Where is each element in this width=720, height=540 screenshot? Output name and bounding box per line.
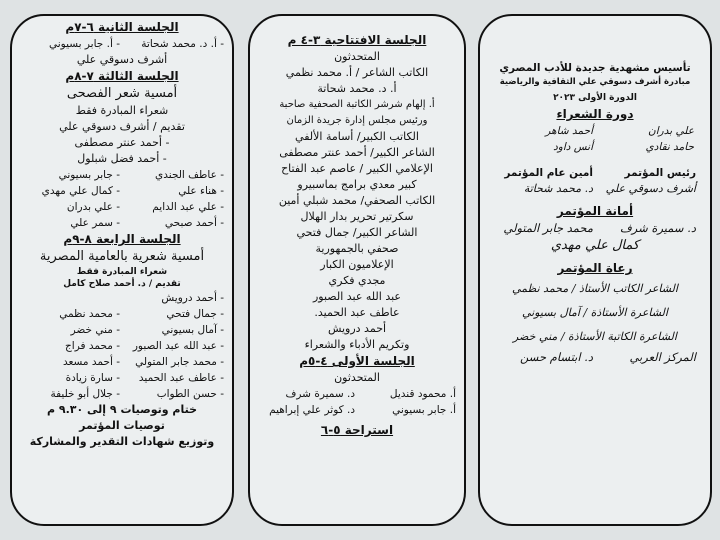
patron-name: الشاعرة الأستاذة / آمال بسيوني: [522, 306, 668, 319]
s3-poet: - كمال علي مهدي: [41, 185, 120, 197]
session4-title: الجلسة الرابعة ٨-٩م: [63, 232, 181, 246]
speaker-line: ورئيس مجلس إدارة جريدة الزمان: [286, 115, 428, 126]
speaker-line: الشاعر الكبير/ جمال فتحي: [296, 226, 418, 239]
s3-poet: - أحمد صبحي: [164, 217, 224, 229]
s4-poet: - جلال أبو خليفة: [50, 388, 120, 400]
s4-poet: - جمال فتحي: [166, 308, 224, 320]
conference-title: تأسيس مشهدية جديدة للأدب المصري: [499, 62, 691, 74]
poet-name: أحمد شاهر: [545, 125, 593, 137]
s4-subtitle: أمسية شعرية بالعامية المصرية: [39, 249, 205, 264]
program-panel-middle: [248, 14, 466, 526]
poet-name: أنس داود: [553, 141, 593, 153]
s4-poet: [20, 290, 120, 306]
speaker-line: الشاعر الكبير/ أحمد عنتر مصطفى: [279, 146, 435, 159]
poets-heading: دورة الشعراء: [556, 107, 634, 121]
break-label: استراحة ٥-٦: [320, 423, 394, 437]
s1-speaker: أ. جابر بسيوني: [392, 404, 456, 416]
s4-poet: - مني خضر: [70, 324, 120, 336]
s4-note: شعراء المبادرة فقط: [76, 267, 168, 277]
s3-poet: - عاطف الجندي: [155, 169, 224, 181]
speaker-line: كبير معدي برامج بماسبيرو: [297, 178, 417, 191]
s3-host: تقديم / أشرف دسوقي علي: [59, 120, 185, 133]
speaker-line: مجدي فكري: [328, 274, 386, 287]
board-member: محمد جابر المتولي: [503, 221, 593, 235]
s3-subtitle: أمسية شعر الفصحى: [66, 86, 178, 101]
poet-name: علي بدران: [648, 125, 694, 137]
s4-poet: - أحمد مسعد: [62, 356, 120, 368]
secretary-heading: أمين عام المؤتمر: [504, 167, 593, 179]
s4-poet: - محمد فراج: [65, 340, 120, 352]
s3-poet: - علي بدران: [66, 201, 120, 213]
board-member: د. سميرة شرف: [619, 221, 696, 235]
session2-title: الجلسة الثانية ٦-٧م: [65, 20, 179, 34]
s4-host: تقديم / د. أحمد صلاح كامل: [63, 279, 181, 289]
s2-speaker-2: - أ. جابر بسيوني: [48, 38, 120, 50]
speaker-line: الكاتب الكبير/ أسامة الألفي: [295, 130, 419, 143]
patron-name: الشاعر الكاتب الأستاذ / محمد نظمي: [512, 282, 678, 295]
s3-note: شعراء المبادرة فقط: [75, 104, 169, 117]
session-edition: الدورة الأولى ٢٠٢٣: [553, 93, 637, 103]
s4-poet: - آمال بسيوني: [161, 324, 224, 336]
speaker-line: عاطف عبد الحميد.: [314, 306, 400, 319]
speakers-label: المتحدثون: [334, 50, 380, 63]
board-heading: أمانة المؤتمر: [556, 204, 634, 218]
poet-name: حامد نقادي: [645, 141, 694, 153]
patron-name: د. ابتسام حسن: [520, 350, 593, 364]
speaker-line: وتكريم الأدباء والشعراء: [304, 338, 410, 351]
board-member: كمال علي مهدي: [550, 238, 640, 253]
closing-line: ختام وتوصيات ٩ إلى ٩.٣٠ م: [46, 403, 198, 416]
closing-line: توصيات المؤتمر: [79, 419, 165, 432]
conference-subtitle: مبادرة أشرف دسوقي علي الثقافية والرياضية: [499, 77, 691, 87]
speaker-line: أ. د. محمد شحاتة: [317, 82, 397, 95]
closing-line: وتوزيع شهادات التقدير والمشاركة: [29, 435, 215, 448]
s1-speaker: د. كوثر علي إبراهيم: [269, 404, 355, 416]
s2-speaker-1: - أ. د. محمد شحاتة: [141, 38, 224, 50]
s4-poet: - عاطف عبد الحميد: [138, 372, 224, 384]
secretary-name: د. محمد شحاتة: [523, 182, 593, 195]
s4-poet: - محمد جابر المتولي: [135, 356, 224, 368]
speaker-line: الكاتب الصحفي/ محمد شبلي أمين: [278, 194, 436, 207]
program-panel-left: [10, 14, 234, 526]
speaker-line: صحفي بالجمهورية: [315, 242, 399, 255]
s4-poet: - حسن الطواب: [156, 388, 224, 400]
speaker-line: أ. إلهام شرشر الكاتبة الصحفية صاحبة: [279, 99, 435, 110]
president-heading: رئيس المؤتمر: [624, 167, 696, 179]
president-name: أشرف دسوقي علي: [605, 182, 696, 195]
s3-poet: - أحمد فضل شبلول: [77, 152, 167, 165]
s1-speaker: د. سميرة شرف: [285, 388, 355, 400]
s2-speaker-3: أشرف دسوقي علي: [76, 53, 168, 66]
s4-poet: - عبد الله عبد الصبور: [132, 340, 224, 352]
speaker-line: الكاتب الشاعر / أ. محمد نظمي: [285, 66, 429, 79]
speaker-line: الإعلاميون الكبار: [320, 258, 394, 271]
s3-poet: - أحمد عنتر مصطفى: [74, 136, 170, 149]
speaker-line: أحمد درويش: [327, 322, 387, 335]
program-panel-right: [478, 14, 712, 526]
s3-poet: - هناء علي: [178, 185, 224, 197]
session3-title: الجلسة الثالثة ٧-٨م: [65, 69, 179, 83]
s4-poet: - أحمد درويش: [161, 292, 224, 304]
opening-session-title: الجلسة الافتتاحية ٣-٤ م: [287, 33, 427, 47]
patron-name: الشاعرة الكاتبة الأستاذة / مني خضر: [513, 330, 677, 343]
speaker-line: عبد الله عبد الصبور: [312, 290, 401, 303]
s1-speaker: أ. محمود قنديل: [389, 388, 456, 400]
speaker-line: الإعلامي الكبير / عاصم عبد الفتاح: [281, 162, 433, 175]
s3-poet: - جابر بسيوني: [58, 169, 120, 181]
patron-name: المركز العربي: [629, 350, 696, 364]
patrons-heading: رعاة المؤتمر: [557, 261, 633, 275]
s3-poet: - سمر علي: [70, 217, 120, 229]
first-session-title: الجلسة الأولى ٤-٥م: [299, 354, 415, 368]
s4-poet: - سارة زيادة: [65, 372, 120, 384]
s3-poet: - علي عبد الدايم: [152, 201, 224, 213]
s4-poet: - محمد نظمي: [59, 308, 120, 320]
speaker-line: سكرتير تحرير بدار الهلال: [300, 210, 414, 223]
speakers-label: المتحدثون: [334, 371, 380, 384]
